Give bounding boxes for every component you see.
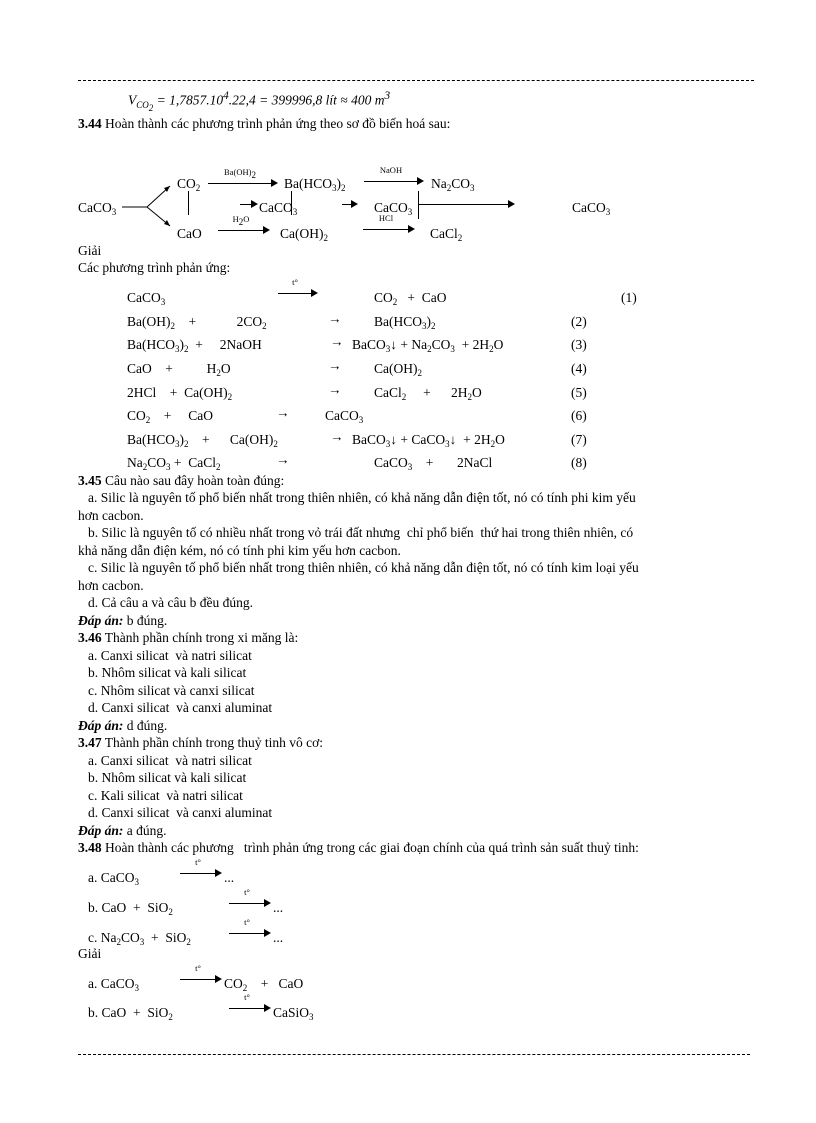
answer-label: Đáp án: [78, 718, 124, 733]
arrow-naoh [364, 165, 424, 186]
answer-value: b đúng. [126, 613, 168, 628]
option-b: b. Nhôm silicat và kali silicat [88, 665, 247, 680]
eq-5-right: CaCl$_2$ + $2H_2O$ [374, 385, 482, 402]
option-c-line2: hơn cacbon. [78, 578, 144, 593]
eq-2-right: $Ba(HCO_3)_2$ [374, 314, 436, 331]
question-text: Câu nào sau đây hoàn toàn đúng: [105, 473, 285, 488]
answer-label: Đáp án: [78, 823, 124, 838]
solution-b: b. CaO + SiO$_2$ [88, 1005, 173, 1022]
scheme-caco3-left: CaCO$_3$ [78, 200, 117, 217]
scheme-na2co3: $Na_2CO_3$ [431, 176, 475, 193]
arrow-label: t° [244, 917, 250, 927]
question-text: Hoàn thành các phương trình phản ứng trong các giai đoạn chính của quá trình sản suất thuỷ tinh: [105, 840, 639, 855]
scheme-caoh2: $Ca(OH)_2$ [280, 226, 328, 243]
volume-formula: $V_{CO_2} = 1,7857.10^4.22,4 = 399996,8$ lít ≈ 400 $m^3$ [128, 90, 391, 113]
eq-8-number: (8) [571, 455, 587, 470]
eq-8-right: CaCO$_3$ + 2NaCl [374, 455, 493, 472]
eq-4-number: (4) [571, 361, 587, 376]
solution-label-3-48: Giải [78, 946, 102, 961]
eq-5-arrow: → [328, 382, 342, 397]
arrow-label: t° [292, 277, 298, 287]
scheme-caco3-mid2: CaCO$_3$ [374, 200, 413, 217]
option-c: c. Kali silicat và natri silicat [88, 788, 243, 803]
eq-7-left: $Ba(HCO_3)_2$ + $Ca(OH)_2$ [127, 432, 278, 449]
question-text: Hoàn thành các phương trình phản ứng theo sơ đồ biến hoá sau: [105, 116, 451, 131]
option-d: d. Cả câu a và câu b đều đúng. [88, 595, 253, 610]
option-d: d. Canxi silicat và canxi aluminat [88, 805, 273, 820]
question-3-47 [78, 736, 323, 750]
eq-4-left: CaO + $H_2O$ [127, 361, 231, 378]
option-a-line1: a. Silic là nguyên tố phổ biến nhất trong thiên nhiên, có khả năng dẫn điện tốt, nó có tính phi kim yếu [88, 490, 636, 505]
arrow-h2o [218, 214, 270, 235]
arrow-label: t° [195, 963, 201, 973]
question-text: Thành phần chính trong thuỷ tinh vô cơ: [104, 735, 323, 750]
eq-2-arrow: → [328, 311, 342, 326]
answer-3-47 [78, 824, 167, 838]
part-b-dots: ... [273, 900, 284, 915]
eq-2-left: $Ba(OH)_2$ + $2CO_2$ [127, 314, 267, 331]
arrow-label: HCl [378, 213, 394, 223]
arrow-label: NaOH [379, 165, 403, 175]
eq-5-left: 2HCl + $Ca(OH)_2$ [127, 385, 233, 402]
equations-title: Các phương trình phản ứng: [78, 260, 231, 275]
eq-3-left: $Ba(HCO_3)_2$ + 2NaOH [127, 337, 262, 354]
eq-6-arrow: → [276, 405, 290, 420]
eq-6-number: (6) [571, 408, 587, 423]
question-number: 3.48 [78, 840, 102, 855]
eq-3-arrow: → [330, 334, 344, 349]
option-b-line2: khả năng dẫn điện kém, nó có tính phi kim yếu hơn cacbon. [78, 543, 401, 558]
eq-1-arrow [278, 277, 318, 298]
eq-4-right: $Ca(OH)_2$ [374, 361, 422, 378]
scheme-cacl2: CaCl$_2$ [430, 226, 463, 243]
fork-lines [122, 180, 182, 230]
arrow-baoh2 [208, 167, 278, 188]
solution-a: a. CaCO$_3$ [88, 976, 139, 993]
arrow-label: $H_2O$ [232, 214, 250, 227]
question-number: 3.46 [78, 630, 102, 645]
eq-6-right: CaCO$_3$ [325, 408, 364, 425]
arrow-to-caco3-2 [342, 199, 358, 209]
part-c: c. $Na_2CO_3 + SiO_2$ [88, 930, 191, 947]
question-number: 3.47 [78, 735, 102, 750]
part-a-dots: ... [224, 870, 235, 885]
eq-1-left: CaCO$_3$ [127, 290, 166, 307]
eq-1-right: $CO_2$ + CaO [374, 290, 447, 307]
bottom-separator [78, 1054, 750, 1055]
option-a: a. Canxi silicat và natri silicat [88, 753, 252, 768]
arrow-label: t° [244, 992, 250, 1002]
eq-3-right: BaCO$_3$↓ + $Na_2CO_3 + 2H_2O$ [352, 337, 504, 354]
eq-5-number: (5) [571, 385, 587, 400]
answer-value: d đúng. [126, 718, 168, 733]
eq-7-right: BaCO$_3$↓ + CaCO$_3$↓ + $2H_2O$ [352, 432, 505, 449]
part-b-arrow [229, 887, 271, 908]
solution-a-result: $CO_2$ + CaO [224, 976, 304, 993]
eq-3-number: (3) [571, 337, 587, 352]
scheme-cao: CaO [177, 226, 202, 241]
part-c-dots: ... [273, 930, 284, 945]
eq-7-arrow: → [330, 429, 344, 444]
option-a-line2: hơn cacbon. [78, 508, 144, 523]
scheme-bahco3: $Ba(HCO_3)_2$ [284, 176, 346, 193]
scheme-caco3-right: CaCO$_3$ [572, 200, 611, 217]
eq-2-number: (2) [571, 314, 587, 329]
arrow-hcl [363, 213, 415, 234]
eq-6-left: $CO_2$ + CaO [127, 408, 213, 425]
option-a: a. Canxi silicat và natri silicat [88, 648, 252, 663]
top-separator [78, 80, 754, 81]
answer-3-46 [78, 719, 167, 733]
solution-b-arrow [229, 992, 271, 1013]
solution-b-result: CaSiO$_3$ [273, 1005, 314, 1022]
option-c-line1: c. Silic là nguyên tố phổ biến nhất trong thiên nhiên, có khả năng dẫn điện tốt, nó có tính kim loại yếu [88, 560, 639, 575]
vline-co2 [188, 191, 189, 215]
arrow-label: t° [195, 857, 201, 867]
arrow-label: $Ba(OH)_2$ [224, 167, 256, 180]
eq-7-number: (7) [571, 432, 587, 447]
question-3-44 [78, 117, 450, 131]
question-3-48 [78, 841, 639, 855]
question-text: Thành phần chính trong xi măng là: [104, 630, 299, 645]
option-b: b. Nhôm silicat và kali silicat [88, 770, 247, 785]
question-number: 3.45 [78, 473, 102, 488]
solution-label: Giải [78, 243, 102, 258]
question-3-45 [78, 474, 284, 488]
scheme-caco3-mid1: CaCO$_3$ [259, 200, 298, 217]
arrow-to-caco3-1 [240, 199, 258, 209]
solution-a-arrow [180, 963, 222, 984]
eq-4-arrow: → [328, 358, 342, 373]
option-b-line1: b. Silic là nguyên tố có nhiều nhất trong vỏ trái đất nhưng chỉ phổ biến thứ hai trong thiên nhiên, có [88, 525, 634, 540]
eq-1-number: (1) [621, 290, 637, 305]
option-c: c. Nhôm silicat và canxi silicat [88, 683, 255, 698]
arrow-label: t° [244, 887, 250, 897]
question-number: 3.44 [78, 116, 102, 131]
question-3-46 [78, 631, 298, 645]
answer-label: Đáp án: [78, 613, 124, 628]
part-c-arrow [229, 917, 271, 938]
eq-8-arrow: → [276, 452, 290, 467]
answer-3-45 [78, 614, 167, 628]
option-d: d. Canxi silicat và canxi aluminat [88, 700, 273, 715]
eq-8-left: $Na_2CO_3$ + CaCl$_2$ [127, 455, 221, 472]
part-a-arrow [180, 857, 222, 878]
part-a: a. CaCO$_3$ [88, 870, 139, 887]
part-b: b. CaO + SiO$_2$ [88, 900, 173, 917]
scheme-co2: $CO_2$ [177, 176, 201, 193]
arrow-to-caco3-right [419, 199, 515, 209]
answer-value: a đúng. [126, 823, 167, 838]
